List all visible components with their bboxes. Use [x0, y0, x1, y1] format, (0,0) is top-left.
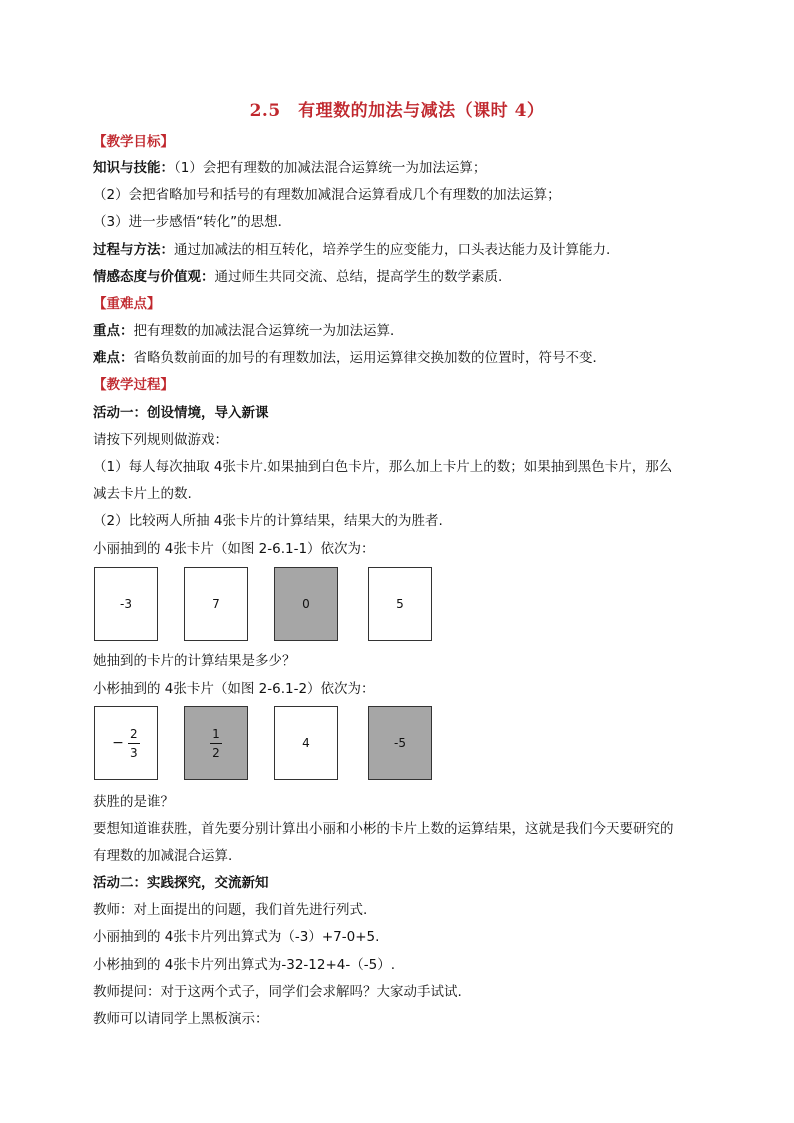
rule1-line-b: 减去卡片上的数. — [93, 486, 192, 502]
process-method-line — [93, 240, 610, 260]
card-black: 0 — [274, 567, 338, 641]
difficult-point-line — [93, 348, 606, 368]
rule2: （2）比较两人所抽 4张卡片的计算结果，结果大的为胜者. — [93, 513, 443, 529]
emotion-label: 情感态度与价值观： — [93, 269, 215, 285]
minus-sign: − — [112, 735, 124, 751]
winner-question: 获胜的是谁？ — [93, 794, 174, 810]
process-method-label: 过程与方法： — [93, 242, 174, 258]
fraction-bar — [128, 743, 140, 744]
process-method-text: 通过加减法的相互转化，培养学生的应变能力，口头表达能力及计算能力. — [174, 242, 611, 258]
card-white: 7 — [184, 567, 248, 641]
game-intro: 请按下列规则做游戏： — [93, 432, 228, 448]
emotion-line — [93, 267, 502, 287]
card-black — [184, 706, 248, 780]
page-title: 2.5 有理数的加法与减法（课时 4） — [249, 101, 545, 121]
knowledge-item-3: （3）进一步感悟“转化”的思想． — [93, 214, 292, 230]
difficult-point-label: 难点： — [93, 350, 134, 366]
card-white: 4 — [274, 706, 338, 780]
teacher-line-2: 教师提问：对于这两个式子，同学们会求解吗？大家动手试试. — [93, 984, 462, 1000]
denominator: 2 — [212, 745, 220, 760]
denominator: 3 — [130, 745, 138, 760]
fraction-bar — [210, 743, 222, 744]
card-white — [94, 706, 158, 780]
knowledge-item-2: （2）会把省略加号和括号的有理数加减混合运算看成几个有理数的加法运算； — [93, 187, 561, 203]
teacher-line-3: 教师可以请同学上黑板演示： — [93, 1011, 269, 1027]
knowledge-item-1: （1）会把有理数的加减法混合运算统一为加法运算； — [174, 160, 487, 176]
activity2-title: 活动二：实践探究，交流新知 — [93, 875, 269, 891]
key-point-line — [93, 321, 404, 341]
numerator: 1 — [212, 726, 220, 741]
xiaoli-question: 她抽到的卡片的计算结果是多少？ — [93, 653, 296, 669]
fraction — [128, 727, 140, 760]
explain-line-b: 有理数的加减混合运算. — [93, 848, 233, 864]
key-points-heading: 【重难点】 — [93, 296, 161, 312]
key-point-text: 把有理数的加减法混合运算统一为加法运算． — [133, 323, 404, 339]
key-point-label: 重点： — [93, 323, 134, 339]
card-white: 5 — [368, 567, 432, 641]
process-heading: 【教学过程】 — [93, 377, 174, 393]
teacher-line-1: 教师：对上面提出的问题，我们首先进行列式. — [93, 902, 368, 918]
card-black: -5 — [368, 706, 432, 780]
numerator: 2 — [130, 726, 138, 741]
xiaobin-formula: 小彬抽到的 4张卡片列出算式为-32-12+4-（-5）. — [93, 957, 396, 973]
xiaoli-intro: 小丽抽到的 4张卡片（如图 2-6.1-1）依次为： — [93, 541, 375, 557]
activity1-title: 活动一：创设情境，导入新课 — [93, 405, 269, 421]
xiaoli-formula: 小丽抽到的 4张卡片列出算式为（-3）+7-0+5. — [93, 929, 380, 945]
emotion-text: 通过师生共同交流、总结，提高学生的数学素质. — [214, 269, 503, 285]
fraction — [210, 727, 222, 760]
knowledge-label: 知识与技能： — [93, 160, 174, 176]
difficult-point-text: 省略负数前面的加号的有理数加法，运用运算律交换加数的位置时，符号不变． — [133, 350, 606, 366]
card-white: -3 — [94, 567, 158, 641]
explain-line-a: 要想知道谁获胜，首先要分别计算出小丽和小彬的卡片上数的运算结果，这就是我们今天要研究的 — [93, 821, 674, 837]
xiaobin-intro: 小彬抽到的 4张卡片（如图 2-6.1-2）依次为： — [93, 681, 375, 697]
objectives-heading: 【教学目标】 — [93, 134, 174, 150]
rule1-line-a: （1）每人每次抽取 4张卡片.如果抽到白色卡片，那么加上卡片上的数；如果抽到黑色卡片，那么 — [93, 459, 673, 475]
knowledge-line — [93, 158, 486, 178]
